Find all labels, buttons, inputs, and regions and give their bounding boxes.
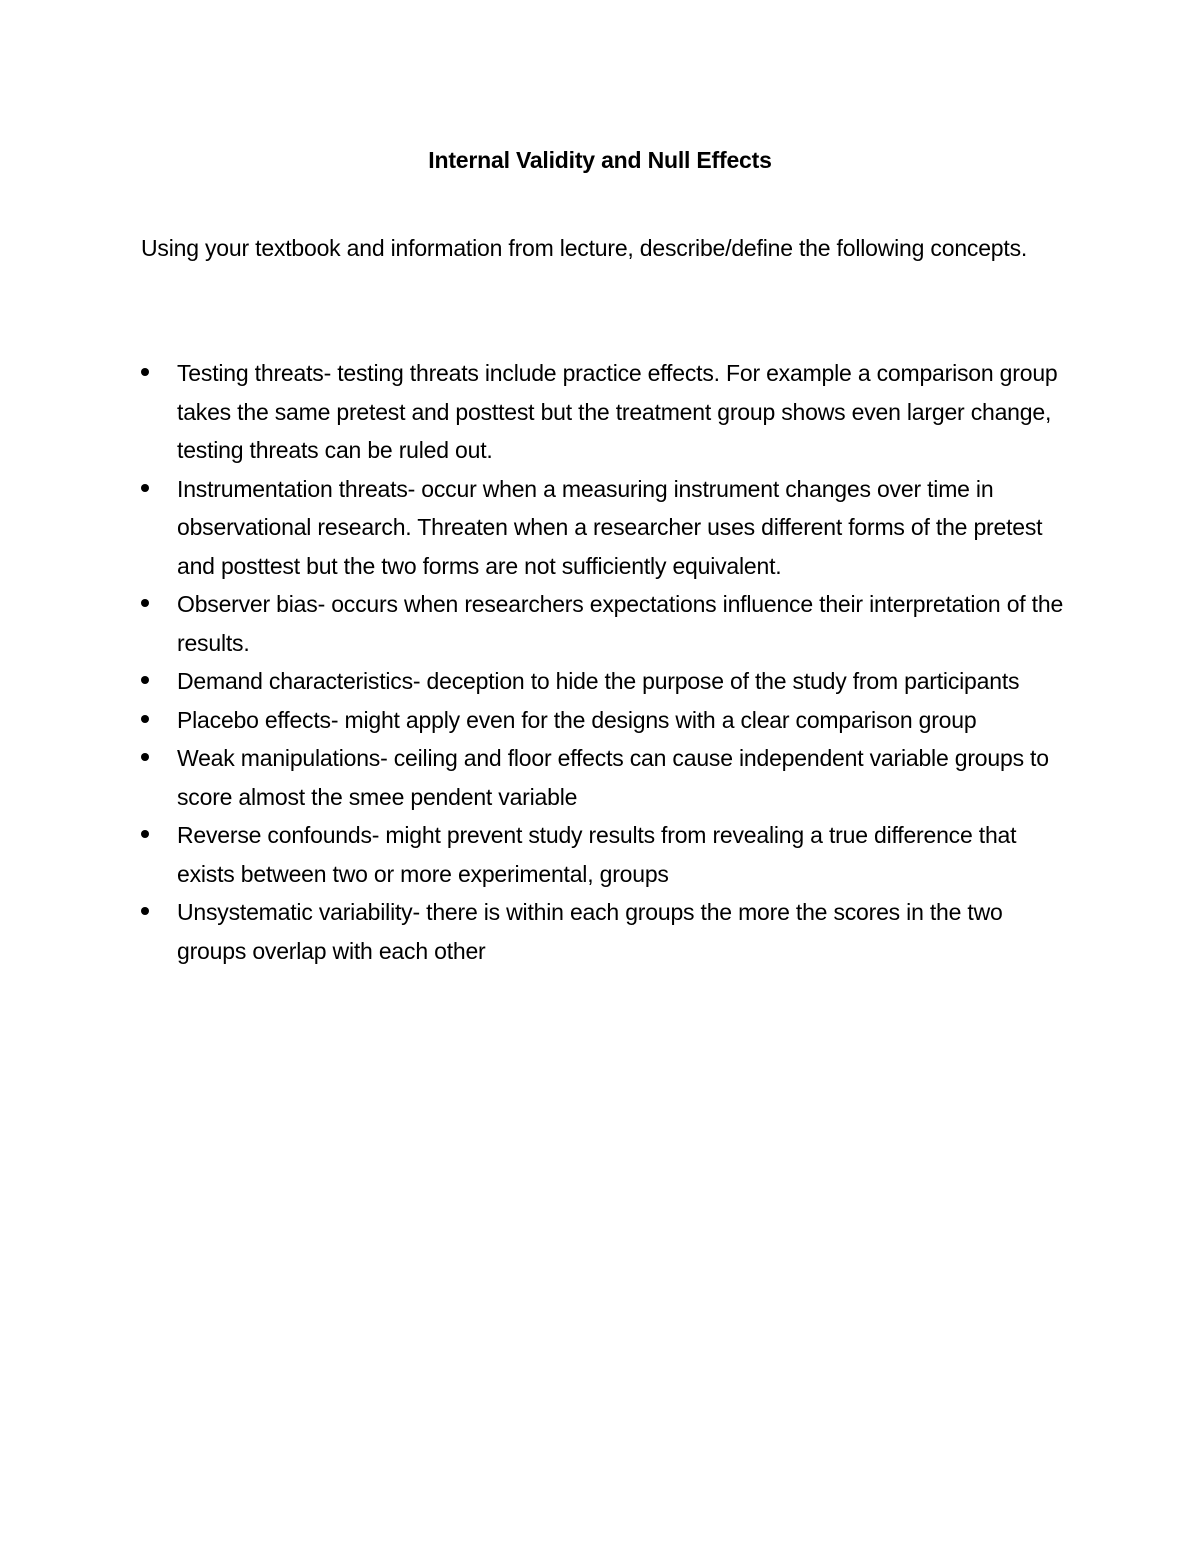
concept-text: Unsystematic variability- there is within each groups the more the scores in the two groups overlap with each other <box>177 899 1003 964</box>
list-item <box>141 470 1071 586</box>
bullet-icon <box>141 907 149 915</box>
bullet-icon <box>141 753 149 761</box>
concept-text: Reverse confounds- might prevent study results from revealing a true difference that exists between two or more experimental, groups <box>177 822 1017 887</box>
list-item <box>141 893 1071 970</box>
concept-text: Placebo effects- might apply even for the designs with a clear comparison group <box>177 706 977 733</box>
bullet-icon <box>141 715 149 723</box>
bullet-icon <box>141 676 149 684</box>
list-item <box>141 662 1071 701</box>
bullet-icon <box>141 830 149 838</box>
bullet-icon <box>141 599 149 607</box>
list-item <box>141 816 1071 893</box>
bullet-icon <box>141 368 149 376</box>
list-item <box>141 354 1071 470</box>
concept-text: Testing threats- testing threats include practice effects. For example a comparison group takes the same pretest and posttest but the treatment group shows even larger change, testing threats can be ruled out. <box>177 360 1058 463</box>
concept-text: Demand characteristics- deception to hide the purpose of the study from participants <box>177 668 1020 694</box>
document-title: Internal Validity and Null Effects <box>428 147 772 173</box>
list-item <box>141 701 1071 740</box>
concept-list <box>141 354 1071 970</box>
list-item <box>141 739 1071 816</box>
concept-text: Observer bias- occurs when researchers expectations influence their interpretation of the results. <box>177 591 1064 656</box>
intro-paragraph: Using your textbook and information from lecture, describe/define the following concepts. <box>141 235 1028 261</box>
list-item <box>141 585 1071 662</box>
concept-text: Instrumentation threats- occur when a measuring instrument changes over time in observational research. Threaten when a researcher uses different forms of the pretest and posttest but the two forms are not sufficiently equivalent. <box>177 475 1043 579</box>
bullet-icon <box>141 484 149 492</box>
concept-text: Weak manipulations- ceiling and floor effects can cause independent variable groups to score almost the smee pendent variable <box>177 745 1049 810</box>
